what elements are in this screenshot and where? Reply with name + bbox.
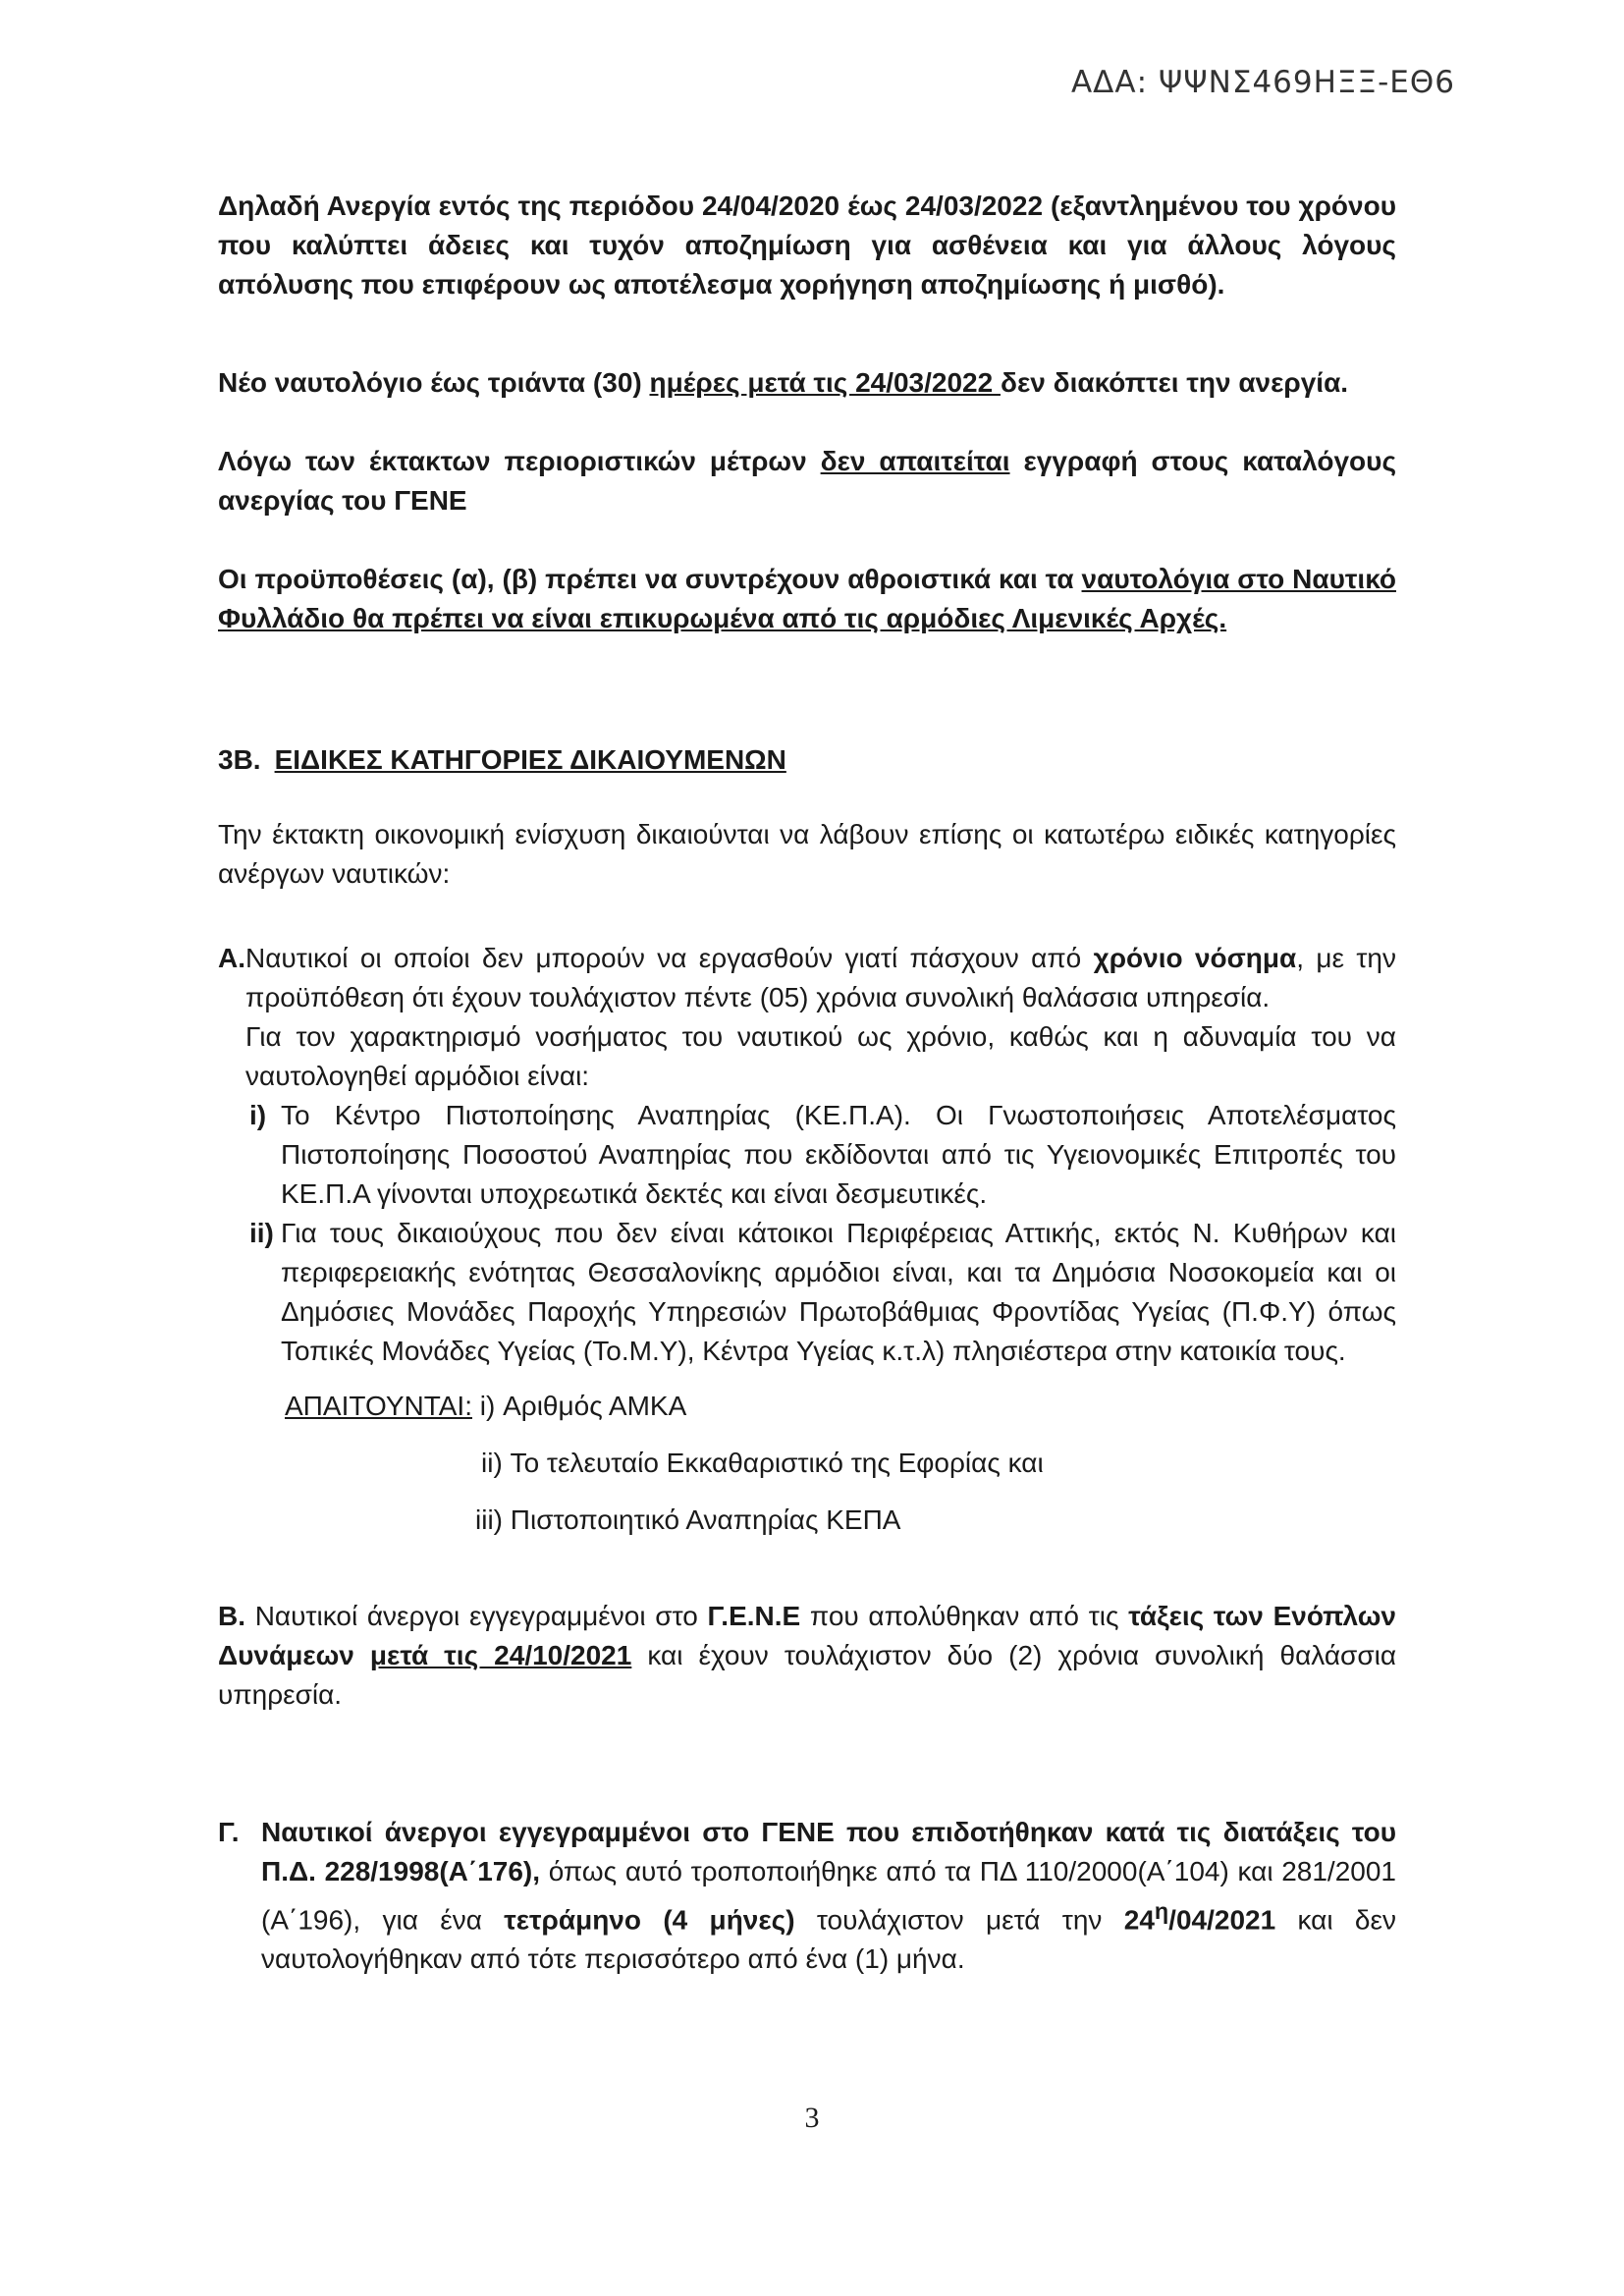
underlined-segment: ναυτολόγια στο Ναυτικό Φυλλάδιο θα πρέπει να είναι επικυρωμένα από τις αρμόδιες Λιμενικές Αρχές.: [218, 564, 1396, 633]
item-a-sub-i: [245, 1096, 1396, 1214]
sub-ii-marker: ii): [249, 1218, 274, 1248]
text-segment: που απολύθηκαν από τις: [800, 1601, 1129, 1631]
requirement-2: ii) Το τελευταίο Εκκαθαριστικό της Εφορίας και: [481, 1448, 1044, 1478]
superscript: η: [1154, 1898, 1169, 1924]
paragraph-conditions: [218, 560, 1396, 638]
item-a-competent: Για τον χαρακτηρισμό νοσήματος του ναυτικού ως χρόνιο, καθώς και η αδυναμία του να ναυτολογηθεί αρμόδιοι είναι:: [245, 1021, 1396, 1091]
sub-i-text: Το Κέντρο Πιστοποίησης Αναπηρίας (ΚΕ.Π.Α). Οι Γνωστοποιήσεις Αποτελέσματος Πιστοποίησης Ποσοστού Αναπηρίας που εκδίδονται από τις Υγειονομικές Επιτροπές του ΚΕ.Π.Α γίνονται υποχρεωτικά δεκτές και είναι δεσμευτικές.: [281, 1100, 1396, 1209]
text-segment: εγγραφή στους καταλόγους ανεργίας του ΓΕΝΕ: [218, 446, 1397, 516]
item-b: [218, 1597, 1396, 1715]
bold-segment: χρόνιο νόσημα: [1093, 943, 1297, 973]
ada-code: ΑΔΑ: ΨΨΝΣ469ΗΞΞ-ΕΘ6: [1070, 65, 1455, 100]
section-title: ΕΙΔΙΚΕΣ ΚΑΤΗΓΟΡΙΕΣ ΔΙΚΑΙΟΥΜΕΝΩΝ: [274, 744, 786, 775]
text-segment: [354, 1640, 370, 1670]
bold-segment: 24: [1123, 1904, 1155, 1936]
item-a-sub-ii: [245, 1214, 1396, 1371]
requirements: [245, 1387, 1396, 1426]
text-segment: Οι προϋποθέσεις (α), (β) πρέπει να συντρέχουν αθροιστικά και τα: [218, 564, 1082, 594]
underlined-segment: δεν απαιτείται: [820, 446, 1010, 476]
item-b-marker: Β.: [218, 1601, 245, 1631]
bold-segment: Γ.Ε.Ν.Ε: [707, 1601, 801, 1631]
sub-i-marker: i): [249, 1100, 267, 1130]
paragraph-restrictive-measures: [218, 442, 1396, 520]
text-segment: Ναυτικοί άνεργοι εγγεγραμμένοι στο: [245, 1601, 708, 1631]
item-g: [218, 1813, 1396, 1979]
section-heading: [218, 740, 1396, 780]
paragraph-new-register: [218, 363, 1396, 403]
text-segment: και έχουν τουλάχιστον δύο (2) χρόνια συνολική θαλάσσια υπηρεσία.: [218, 1640, 1397, 1710]
item-a: [218, 939, 1396, 1540]
text-segment: τουλάχιστον μετά την: [794, 1904, 1124, 1936]
requirements-label: ΑΠΑΙΤΟΥΝΤΑΙ:: [285, 1391, 472, 1421]
bold-segment: τετράμηνο (4 μήνες): [504, 1904, 795, 1936]
text-segment: Λόγω των έκτακτων περιοριστικών μέτρων: [218, 446, 821, 476]
item-g-marker: Γ.: [218, 1817, 240, 1847]
bold-segment: Ναυτικοί άνεργοι εγγεγραμμένοι στο ΓΕΝΕ που επιδοτήθηκαν κατά τις διατάξεις του Π.Δ. 228/1998(Α΄176),: [261, 1817, 1396, 1886]
requirement-3: iii) Πιστοποιητικό Αναπηρίας ΚΕΠΑ: [475, 1504, 901, 1535]
sub-ii-text: Για τους δικαιούχους που δεν είναι κάτοικοι Περιφέρειας Αττικής, εκτός Ν. Κυθήρων και περιφερειακής ενότητας Θεσσαλονίκης αρμόδιοι είναι, και τα Δημόσια Νοσοκομεία και οι Δημόσιες Μονάδες Παροχής Υπηρεσιών Πρωτοβάθμιας Φροντίδας Υγείας (Π.Φ.Υ) όπως Τοπικές Μονάδες Υγείας (Το.Μ.Υ), Κέντρα Υγείας κ.τ.λ) πλησιέστερα στην κατοικία τους.: [281, 1218, 1396, 1366]
item-a-paragraph: [245, 939, 1396, 1017]
section-number: 3Β.: [218, 744, 261, 775]
text-segment: δεν διακόπτει την ανεργία.: [1000, 367, 1349, 398]
bold-segment: /04/2021: [1168, 1904, 1276, 1936]
text-segment: Ναυτικοί οι οποίοι δεν μπορούν να εργασθούν γιατί πάσχουν από: [245, 943, 1094, 973]
document-body: [218, 187, 1396, 1979]
item-g-paragraph: [261, 1813, 1396, 1979]
item-a-marker: Α.: [218, 943, 245, 973]
text-segment: , με την προϋπόθεση ότι έχουν τουλάχιστον πέντε (05) χρόνια συνολική θαλάσσια υπηρεσία.: [245, 943, 1397, 1012]
text-segment: Νέο ναυτολόγιο έως τριάντα (30): [218, 367, 650, 398]
paragraph-lead: Την έκτακτη οικονομική ενίσχυση δικαιούνται να λάβουν επίσης οι κατωτέρω ειδικές κατηγορίες ανέργων ναυτικών:: [218, 819, 1396, 889]
text-segment: όπως αυτό τροποποιήθηκε από τα ΠΔ 110/2000(Α΄104) και 281/2001 (Α΄196), για ένα: [261, 1856, 1396, 1936]
requirement-1: i) Αριθμός ΑΜΚΑ: [471, 1391, 687, 1421]
bold-segment: τάξεις των Ενόπλων Δυνάμεων: [218, 1601, 1396, 1670]
underlined-segment: ημέρες μετά τις 24/03/2022: [649, 367, 1001, 398]
text-segment: και δεν ναυτολογήθηκαν από τότε περισσότερο από ένα (1) μήνα.: [261, 1904, 1396, 1975]
bold-underlined-segment: μετά τις 24/10/2021: [369, 1640, 632, 1670]
paragraph-unemployment-period: Δηλαδή Ανεργία εντός της περιόδου 24/04/2020 έως 24/03/2022 (εξαντλημένου του χρόνου που καλύπτει άδειες και τυχόν αποζημίωση για ασθένεια και για άλλους λόγους απόλυσης που επιφέρουν ως αποτέλεσμα χορήγηση αποζημίωσης ή μισθό).: [218, 191, 1396, 300]
page-number: 3: [804, 2102, 820, 2134]
